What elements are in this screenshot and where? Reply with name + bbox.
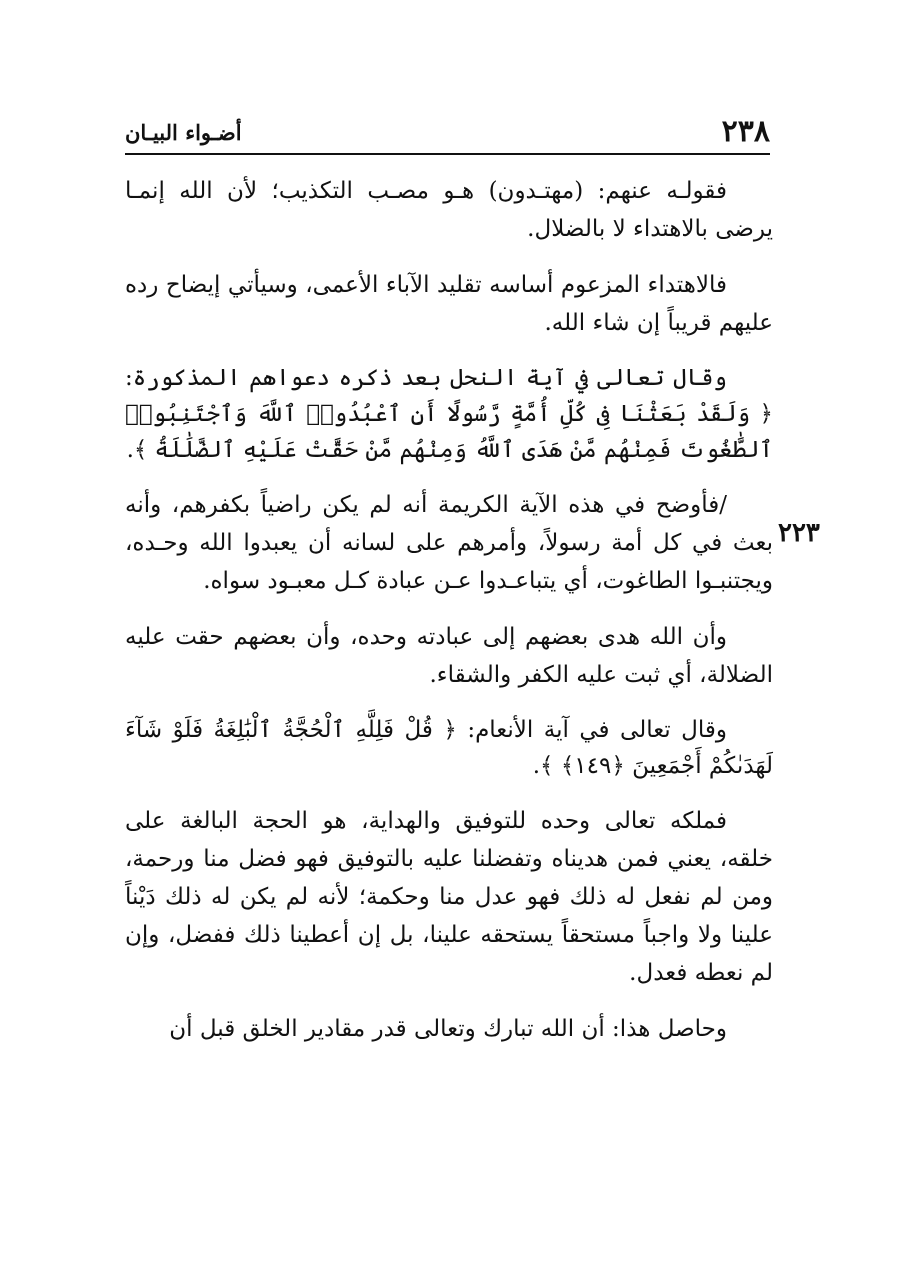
paragraph: فقولـه عنهم: (مهتـدون) هـو مصـب التكذيب؛ لأن الله إنمـا يرضى بالاهتداء لا بالضلال. <box>125 178 773 242</box>
page-number: ٢٣٨ <box>721 114 770 149</box>
paragraph-with-quran-verse: وقال تعالى في آية النحل بعد ذكره دعواهم المذكورة: ﴿ وَلَقَدْ بَعَثْنَا فِى كُلِّ أُمَّةٍ رَّسُولًا أَنِ ٱعْبُدُوا۟ ٱللَّهَ وَٱجْتَنِبُوا۟ ٱلطَّٰغُوتَ فَمِنْهُم مَّنْ هَدَى ٱللَّهُ وَمِنْهُم مَّنْ حَقَّتْ عَلَيْهِ ٱلضَّلَٰلَةُ ﴾. <box>125 365 773 463</box>
paragraph-with-quran-verse: وقال تعالى في آية الأنعام: ﴿ قُلْ فَلِلَّهِ ٱلْحُجَّةُ ٱلْبَٰلِغَةُ فَلَوْ شَآءَ لَهَدَىٰكُمْ أَجْمَعِينَ ﴿١٤٩﴾ ﴾. <box>125 717 773 779</box>
header-rule <box>125 153 770 155</box>
paragraph: فملكه تعالى وحده للتوفيق والهداية، هو الحجة البالغة على خلقه، يعني فمن هديناه وتفضلنا عليه بالتوفيق فهو فضل منا ورحمة، ومن لم نفعل له ذلك فهو عدل منا وحكمة؛ لأنه لم يكن له ذلك دَيْناً علينا ولا واجباً مستحقاً يستحقه علينا، بل إن أعطينا ذلك ففضل، وإن لم نعطه فعدل. <box>125 808 773 986</box>
paragraph: وحاصل هذا: أن الله تبارك وتعالى قدر مقادير الخلق قبل أن <box>169 1016 727 1042</box>
margin-page-reference: ٢٢٣ <box>778 518 820 548</box>
page-header <box>125 112 770 156</box>
paragraph: فالاهتداء المزعوم أساسه تقليد الآباء الأعمى، وسيأتي إيضاح رده عليهم قريباً إن شاء الله. <box>125 272 773 336</box>
book-title: أضـواء البيـان <box>125 120 242 145</box>
page-body <box>125 172 773 1066</box>
paragraph: وأن الله هدى بعضهم إلى عبادته وحده، وأن بعضهم حقت عليه الضلالة، أي ثبت عليه الكفر والشقاء. <box>125 624 773 688</box>
paragraph: /فأوضح في هذه الآية الكريمة أنه لم يكن راضياً بكفرهم، وأنه بعث في كل أمة رسولاً، وأمرهم على لسانه أن يعبدوا الله وحـده، ويجتنبـوا الطاغوت، أي يتباعـدوا عـن عبادة كـل معبـود سواه. <box>125 492 773 594</box>
